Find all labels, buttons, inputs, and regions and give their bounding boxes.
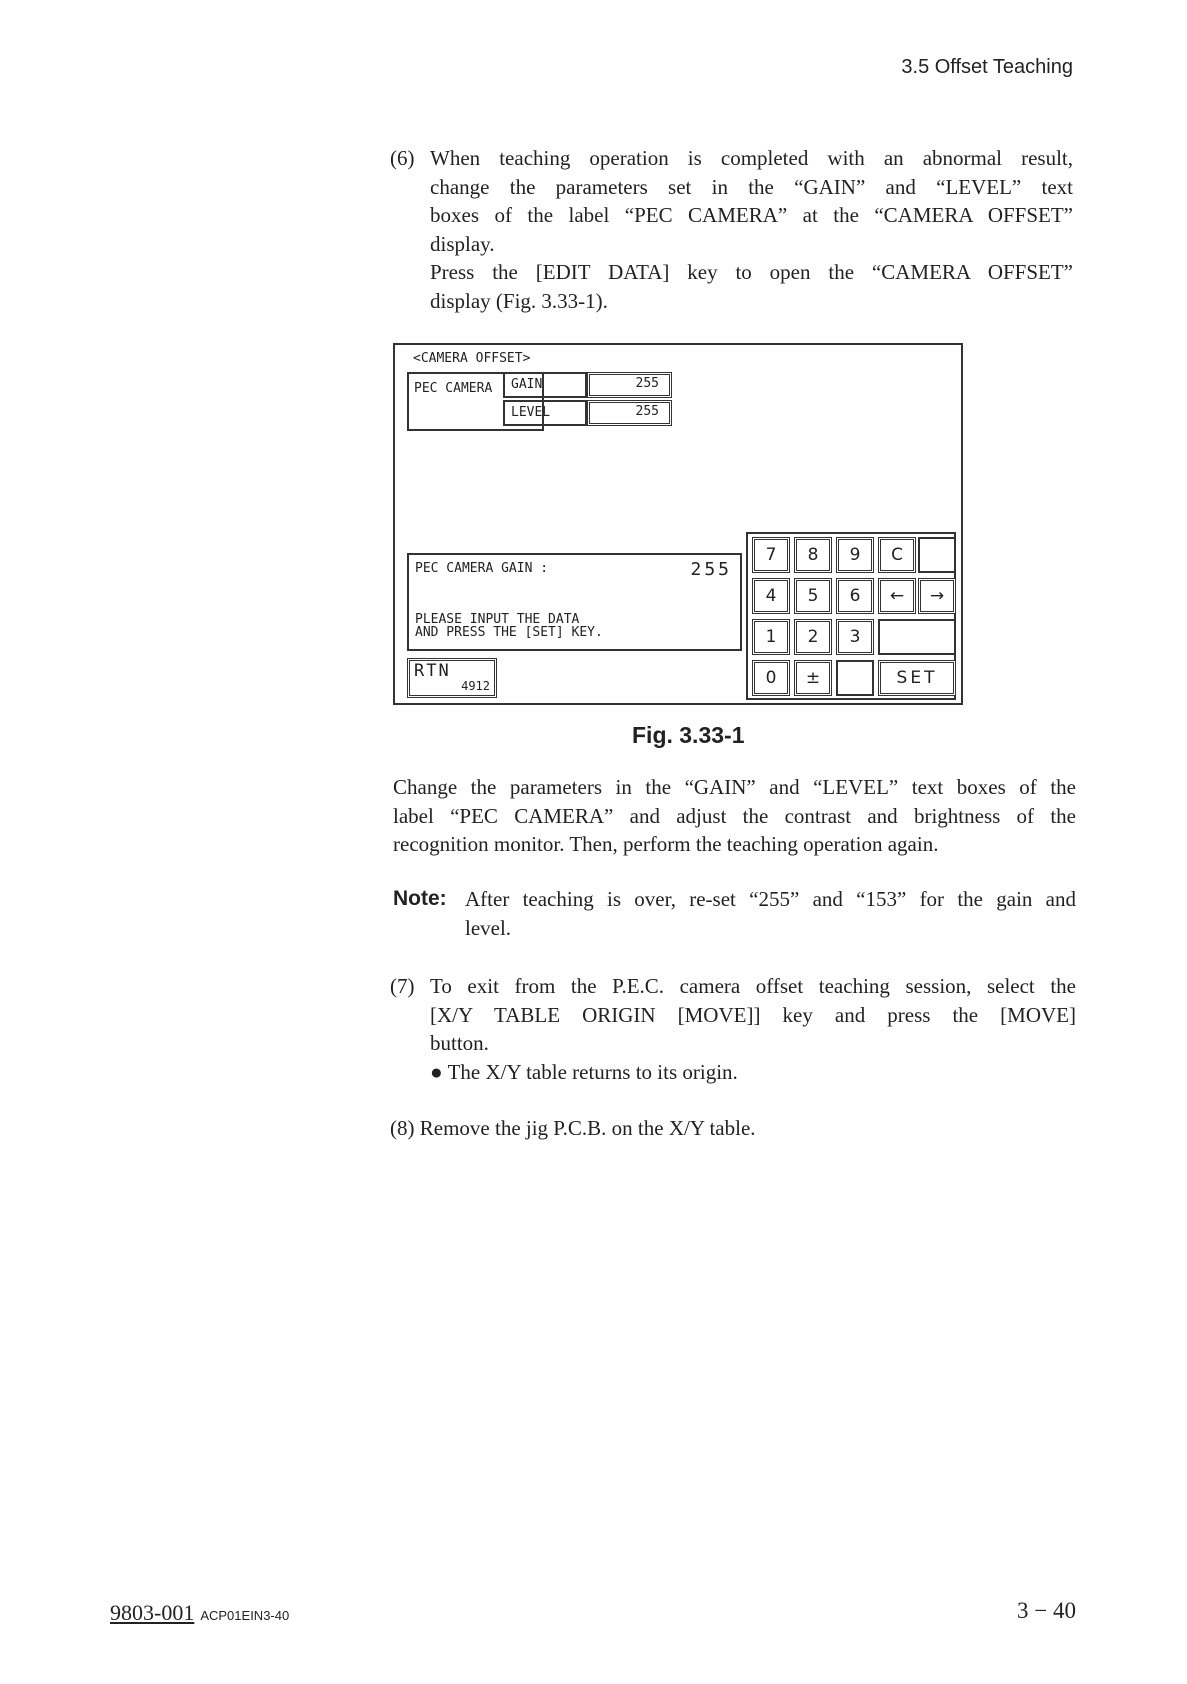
step-7-number: (7)	[390, 974, 415, 998]
key-set[interactable]: SET	[878, 660, 956, 696]
key-blank	[918, 537, 956, 573]
key-9[interactable]: 9	[836, 537, 874, 573]
message-box	[407, 553, 742, 651]
step-6	[390, 144, 1073, 315]
change-line: Change the parameters in the “GAIN” and “LEVEL” text boxes of the	[393, 775, 1076, 799]
pec-camera-label: PEC CAMERA	[414, 381, 493, 396]
note	[393, 885, 1076, 942]
step-8-number: (8)	[390, 1116, 415, 1140]
step-7-line: To exit from the P.E.C. camera offset teaching session, select the	[430, 974, 1076, 998]
note-line: level.	[465, 915, 512, 940]
step-6-number: (6)	[390, 146, 415, 170]
key-6[interactable]: 6	[836, 578, 874, 614]
level-label: LEVEL	[503, 400, 587, 426]
note-line: After teaching is over, re-set “255” and “153” for the gain and	[465, 887, 1076, 911]
key-4[interactable]: 4	[752, 578, 790, 614]
step-7-bullet-item	[430, 1058, 1076, 1087]
doc-number: 9803-001	[110, 1600, 195, 1625]
rtn-button[interactable]	[407, 658, 497, 698]
key-8[interactable]: 8	[794, 537, 832, 573]
rtn-label: RTN	[414, 661, 451, 681]
gain-input[interactable]: 255	[587, 372, 672, 398]
key-0[interactable]: 0	[752, 660, 790, 696]
key-1[interactable]: 1	[752, 619, 790, 655]
change-paragraph	[393, 773, 1076, 859]
page-number: 3 − 40	[1017, 1598, 1076, 1623]
bullet-icon: ●	[430, 1059, 448, 1084]
key-plus-minus[interactable]: ±	[794, 660, 832, 696]
step-6-line: display (Fig. 3.33-1).	[430, 288, 608, 313]
message-line: PLEASE INPUT THE DATA	[415, 612, 580, 627]
step-8-text: Remove the jig P.C.B. on the X/Y table.	[419, 1116, 756, 1140]
step-6-line: Press the [EDIT DATA] key to open the “CAMERA OFFSET”	[430, 260, 1073, 284]
rtn-code: 4912	[461, 679, 490, 693]
gain-row	[503, 372, 672, 398]
step-7-line: [X/Y TABLE ORIGIN [MOVE]] key and press the [MOVE]	[430, 1002, 1076, 1027]
key-clear[interactable]: C	[878, 537, 916, 573]
change-line: label “PEC CAMERA” and adjust the contrast and brightness of the	[393, 803, 1076, 828]
numeric-keypad	[746, 532, 956, 700]
footer-doc	[110, 1600, 289, 1626]
screen-title: <CAMERA OFFSET>	[413, 351, 531, 366]
step-7-bullet: The X/Y table returns to its origin.	[447, 1059, 738, 1084]
doc-code: ACP01EIN3-40	[200, 1608, 290, 1623]
step-6-line: display.	[430, 231, 495, 256]
message-line: AND PRESS THE [SET] KEY.	[415, 625, 603, 640]
message-instructions	[415, 613, 603, 639]
key-2[interactable]: 2	[794, 619, 832, 655]
note-label: Note:	[393, 887, 447, 910]
step-8	[390, 1114, 1076, 1143]
key-left-arrow[interactable]: ←	[878, 578, 916, 614]
level-row	[503, 400, 672, 426]
level-input[interactable]: 255	[587, 400, 672, 426]
key-3[interactable]: 3	[836, 619, 874, 655]
key-7[interactable]: 7	[752, 537, 790, 573]
section-header: 3.5 Offset Teaching	[901, 56, 1073, 78]
step-6-line: change the parameters set in the “GAIN” and “LEVEL” text	[430, 174, 1073, 199]
step-7-line: button.	[430, 1031, 489, 1055]
step-6-line: boxes of the label “PEC CAMERA” at the “CAMERA OFFSET”	[430, 203, 1073, 227]
message-label: PEC CAMERA GAIN :	[415, 561, 549, 576]
change-line: recognition monitor. Then, perform the teaching operation again.	[393, 832, 939, 856]
key-blank	[878, 619, 956, 655]
message-value: 255	[690, 559, 732, 580]
figure-caption: Fig. 3.33-1	[632, 722, 745, 748]
step-7	[390, 972, 1076, 1086]
step-6-line: When teaching operation is completed with an abnormal result,	[430, 146, 1073, 170]
camera-offset-screen	[393, 343, 963, 705]
key-blank	[836, 660, 874, 696]
gain-label: GAIN	[503, 372, 587, 398]
key-5[interactable]: 5	[794, 578, 832, 614]
key-right-arrow[interactable]: →	[918, 578, 956, 614]
